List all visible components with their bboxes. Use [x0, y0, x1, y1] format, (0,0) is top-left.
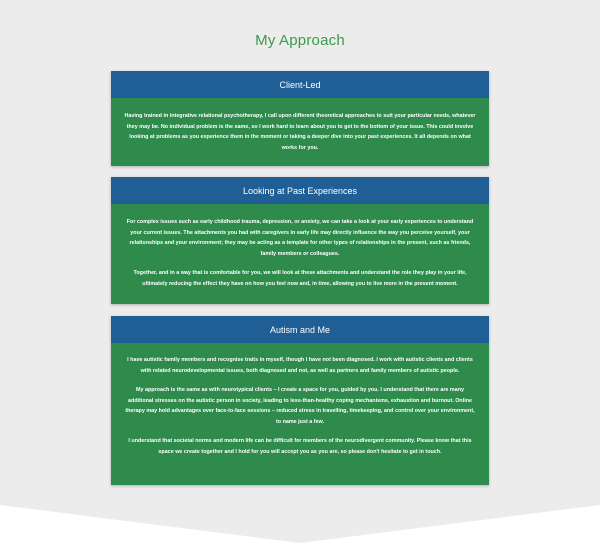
card-paragraph: Together, and in a way that is comfortable for you, we will look at these attachments and understand the role they play in your life, ultimately reducing the effect they have on how you feel now and, in time, allowing you to live more in the present moment.	[133, 270, 467, 287]
card-body	[111, 204, 489, 304]
card-client-led	[111, 71, 489, 166]
card-header	[111, 71, 489, 98]
card-title: Looking at Past Experiences	[242, 185, 358, 196]
card-paragraph: I have autistic family members and recognise traits in myself, though I have not been diagnosed. I work with autistic clients and clients with related neurodevelopmental issues, both diagnosed and not, as well as partners and family members of autistic people.	[127, 357, 473, 374]
card-paragraph: I understand that societal norms and modern life can be difficult for members of the neurodivergent community. Please know that this space we create together and I hold for you will accept you as you are, so please don't hesitate to get in touch.	[128, 438, 472, 455]
card-body	[111, 98, 489, 166]
card-autism-and-me	[111, 316, 489, 485]
card-paragraph: My approach is the same as with neurotypical clients – I create a space for you, guided by you. I understand that there are many additional stresses on the autistic person in society, leading to less-than-healthy coping mechanisms, exhaustion and burnout. Online therapy may hold advantages over face-to-face sessions – reduced stress in travelling, timekeeping, and control over your environment, to name just a few.	[125, 387, 475, 425]
card-paragraph: For complex issues such as early childhood trauma, depression, or anxiety, we can take a look at your early experiences to understand your current issues. The attachments you had with caregivers in early life may directly influence the way you perceive yourself, your relationships and your environment; they may be acting as a template for other types of relationships in the present, such as friends, family members or colleagues.	[126, 219, 474, 257]
card-paragraph: Having trained in integrative relational psychotherapy, I call upon different theoretical approaches to suit your particular needs, whatever they may be. No individual problem is the same, so I work hard to learn about you to get to the bottom of your issue. This could involve looking at problems as you experience them in the moment or taking a deeper dive into your past experiences. It all depends on what works for you.	[124, 113, 476, 151]
card-title: Autism and Me	[269, 324, 331, 335]
page-title: My Approach	[255, 32, 345, 49]
card-header	[111, 177, 489, 204]
card-title: Client-Led	[279, 79, 321, 90]
card-header	[111, 316, 489, 343]
card-looking-at-past-experiences	[111, 177, 489, 304]
card-body	[111, 343, 489, 485]
section-divider-chevron	[0, 505, 600, 547]
